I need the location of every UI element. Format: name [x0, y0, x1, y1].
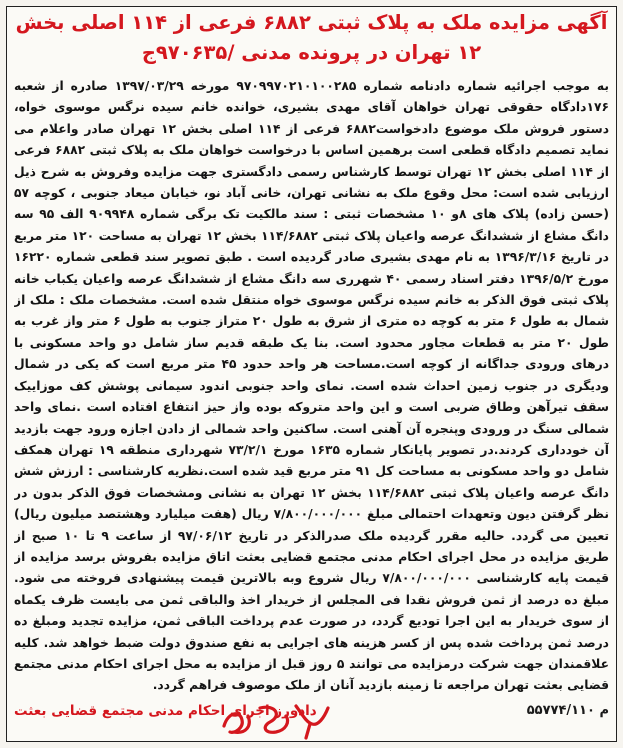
notice-title: آگهی مزایده ملک به پلاک ثبتی ۶۸۸۲ فرعی از ۱۱۴ اصلی بخش ۱۲ تهران در پرونده مدنی /۹۷۰۶۳۵ج [15, 11, 608, 64]
notice-code: ۵۵۷۷۴/م ۱۱۰ [526, 703, 609, 718]
issuer-signature: دادورز اجرای احکام مدنی مجتمع قضایی بعثت [14, 703, 317, 719]
handwritten-number-mark [216, 692, 336, 744]
notice-body: به موجب اجرائیه شماره دادنامه شماره ۹۷۰۹۹۷۰۲۱۰۱۰۰۲۸۵ مورخه ۱۳۹۷/۰۳/۲۹ صادره از شعبه ۱۷۶دادگاه حقوقی تهران خواهان آقای مهدی بشیری، خوانده خانم سیده نرگس موسوی خواه، دستور فروش ملک موضوع دادخواست۶۸۸۲ فرعی از ۱۱۴ اصلی بخش ۱۲ تهران صادر واعلام می نماید تصمیم دادگاه قطعی است برهمین اساس با درخواست خواهان ملک به پلاک ثبتی ۶۸۸۲ فرعی از ۱۱۴ اصلی بخش ۱۲ تهران توسط کارشناس رسمی دادگستری جهت مزایده وفروش به شرح ذیل ارزیابی شده است: محل وقوع ملک به نشانی تهران، خانی آباد نو، خیابان میعاد جنوبی ، کوچه ۵۷ (حسن زاده) پلاک های ۸و ۱۰ مشخصات ثبتی : سند مالکیت تک برگی شماره ۹۰۹۹۴۸ الف ۹۵ سه دانگ مشاع از ششدانگ عرصه واعیان پلاک ثبتی ۱۱۴/۶۸۸۲ بخش ۱۲ تهران به مساحت ۱۲۰ متر مربع در تاریخ ۱۳۹۶/۳/۱۶ به نام مهدی بشیری صادر گردیده است . طبق تصویر سند قطعی شماره ۱۶۲۲۰ مورخ ۱۳۹۶/۵/۲ دفتر اسناد رسمی ۴۰ شهرری سه دانگ مشاع از ششدانگ عرصه واعیان یکباب خانه پلاک ثبتی فوق الذکر به خانم سیده نرگس موسوی خواه منتقل شده است. مشخصات ملک : ملک از شمال به طول ۶ متر به کوچه ده متری از شرق به طول ۲۰ متراز جنوب به طول ۶ متر واز غرب به طول ۲۰ متر به قطعات مجاور محدود است. بنا یک طبقه قدیم ساز شامل دو واحد مسکونی با درهای ورودی جداگانه از کوچه است.مساحت هر واحد حدود ۴۵ متر مربع است که یکی در شمال ودیگری در جنوب زمین احداث شده است. نمای واحد جنوبی اندود سیمانی پوشش کف موزاییک سقف تیرآهن وطاق ضربی است و این واحد متروکه بوده واز حیز انتفاع افتاده است .نمای واحد شمالی سنگ در ورودی وپنجره آن آهنی است. ساکنین واحد شمالی از دادن اجازه ورود جهت بازدید آن خودداری کردند.در تصویر پایانکار شماره ۱۶۳۵ مورخ ۷۳/۲/۱ شهرداری منطقه ۱۹ تهران همکف شامل دو واحد مسکونی به مساحت کل ۹۱ متر مربع قید شده است.نظریه کارشناسی : ارزش شش دانگ عرصه واعیان پلاک ثبتی ۱۱۴/۶۸۸۲ بخش ۱۲ تهران به نشانی ومشخصات فوق الذکر بدون در نظر گرفتن دیون وتعهدات احتمالی مبلغ ۷/۸۰۰/۰۰۰/۰۰۰ ریال (هفت میلیارد وهشتصد میلیون ریال) تعیین می گردد. حالیه مقرر گردیده ملک صدرالذکر در تاریخ ۹۷/۰۶/۱۲ از ساعت ۹ تا ۱۰ صبح از طریق مزایده در محل اجرای احکام مدنی مجتمع قضایی بعثت اتاق مزایده بفروش برسد مزایده از قیمت پایه کارشناسی ۷/۸۰۰/۰۰۰/۰۰۰ ریال شروع وبه بالاترین قیمت پیشنهادی فروخته می شود. مبلغ ده درصد از ثمن فروش نقدا فی المجلس از خریدار اخذ والباقی ثمن می بایست ظرف یکماه از سوی خریدار به این اجرا تودیع گردد، در صورت عدم پرداخت الباقی ثمن، مزایده تجدید ومبلغ ده درصد ثمن پرداخت شده پس از کسر هزینه های اجرایی به نفع صندوق دولت ضبط خواهد شد. کلیه علاقمندان جهت شرکت درمزایده می توانند ۵ روز قبل از مزایده به محل اجرای احکام مدنی مجتمع قضایی بعثت تهران مراجعه تا زمینه بازدید آنان از ملک موصوف فراهم گردد. [14, 79, 609, 693]
